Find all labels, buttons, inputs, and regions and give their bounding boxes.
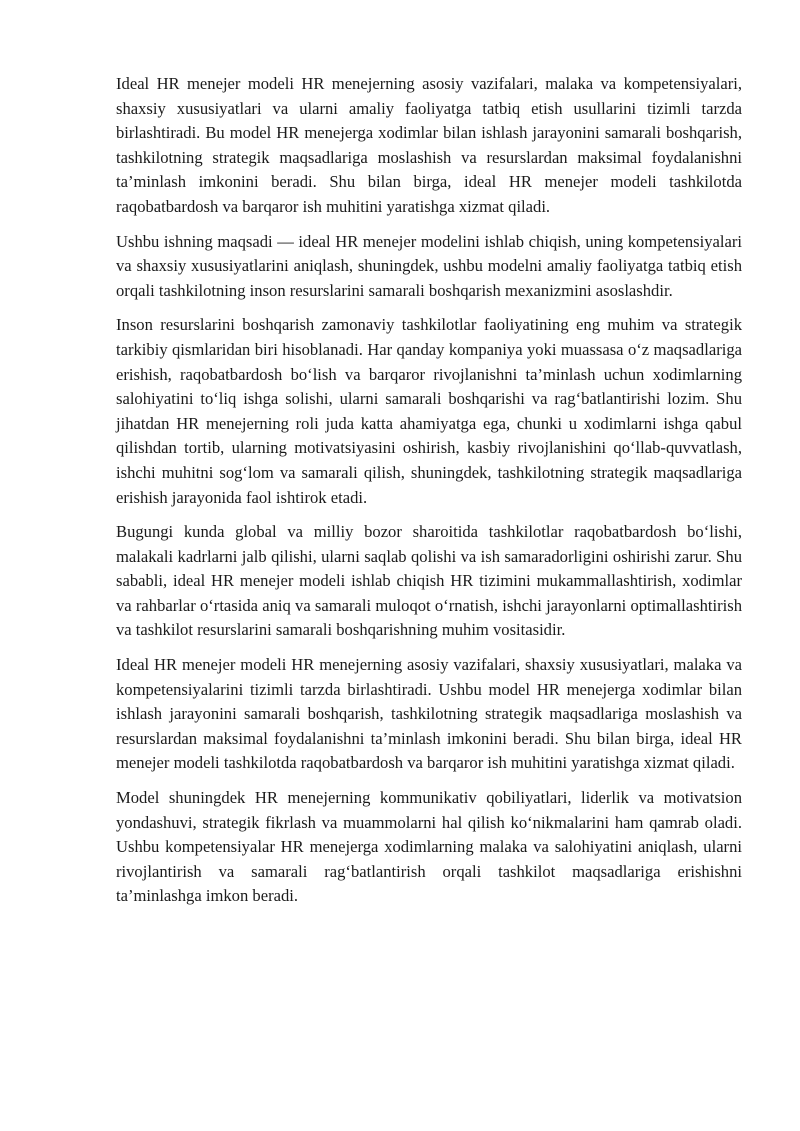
paragraph-2: Ushbu ishning maqsadi — ideal HR menejer modelini ishlab chiqish, uning kompetensiyalari va shaxsiy xususiyatlarini aniqlash, shuningdek, ushbu modelni amaliy faoliyatga tatbiq etish orqali tashkilotning inson resurslarini samarali boshqarish mexanizmini asoslashdir. xyxy=(116,231,742,300)
paragraph-4: Bugungi kunda global va milliy bozor sharoitida tashkilotlar raqobatbardosh bo‘lishi, malakali kadrlarni jalb qilishi, ularni saqlab qolishi va ish samaradorligini oshirishi zarur. Shu sababli, ideal HR menejer modeli ishlab chiqish HR tizimini mukammallashtirish, xodimlar va rahbarlar o‘rtasida aniq va samarali muloqot o‘rnatish, ishchi jarayonlarni optimallashtirish va tashkilot resurslarini samarali boshqarishning muhim vositasidir. xyxy=(116,522,742,640)
paragraph-1: Ideal HR menejer modeli HR menejerning asosiy vazifalari, malaka va kompetensiyalari, shaxsiy xususiyatlari va ularni amaliy faoliyatga tatbiq etish usullarini tizimli tarzda birlashtiradi. Bu model HR menejerga xodimlar bilan ishlash jarayonini samarali boshqarish, tashkilotning strategik maqsadlariga moslashish va resurslardan maksimal foydalanishni ta’minlash imkonini beradi. Shu bilan birga, ideal HR menejer modeli tashkilotda raqobatbardosh va barqaror ish muhitini yaratishga xizmat qiladi. xyxy=(116,74,742,216)
paragraph-6: Model shuningdek HR menejerning kommunikativ qobiliyatlari, liderlik va motivatsion yondashuvi, strategik fikrlash va muammolarni hal qilish ko‘nikmalarini ham qamrab oladi. Ushbu kompetensiyalar HR menejerga xodimlarning malaka va salohiyatini aniqlash, ularni rivojlantirish va samarali rag‘batlantirish orqali tashkilot maqsadlariga erishishni ta’minlashga imkon beradi. xyxy=(116,788,742,906)
paragraph-5: Ideal HR menejer modeli HR menejerning asosiy vazifalari, shaxsiy xususiyatlari, malaka va kompetensiyalarini tizimli tarzda birlashtiradi. Ushbu model HR menejerga xodimlar bilan ishlash jarayonini samarali boshqarish, tashkilotning strategik maqsadlariga moslashish va resurslardan maksimal foydalanishni ta’minlash imkonini beradi. Shu bilan birga, ideal HR menejer modeli tashkilotda raqobatbardosh va barqaror ish muhitini yaratishga xizmat qiladi. xyxy=(116,655,742,773)
paragraph-3: Inson resurslarini boshqarish zamonaviy tashkilotlar faoliyatining eng muhim va strategik tarkibiy qismlaridan biri hisoblanadi. Har qanday kompaniya yoki muassasa o‘z maqsadlariga erishish, raqobatbardosh bo‘lish va barqaror rivojlanishni ta’minlash uchun xodimlarning salohiyatini to‘liq ishga solishi, ularni samarali boshqarishi va rag‘batlantirishi lozim. Shu jihatdan HR menejerning roli juda katta ahamiyatga ega, chunki u xodimlarni ishga qabul qilishdan tortib, ularning motivatsiyasini oshirish, kasbiy rivojlanishini qo‘llab-quvvatlash, ishchi muhitni sog‘lom va samarali qilish, shuningdek, tashkilotning strategik maqsadlariga erishish jarayonida faol ishtirok etadi. xyxy=(116,315,742,507)
document-page xyxy=(116,72,742,919)
